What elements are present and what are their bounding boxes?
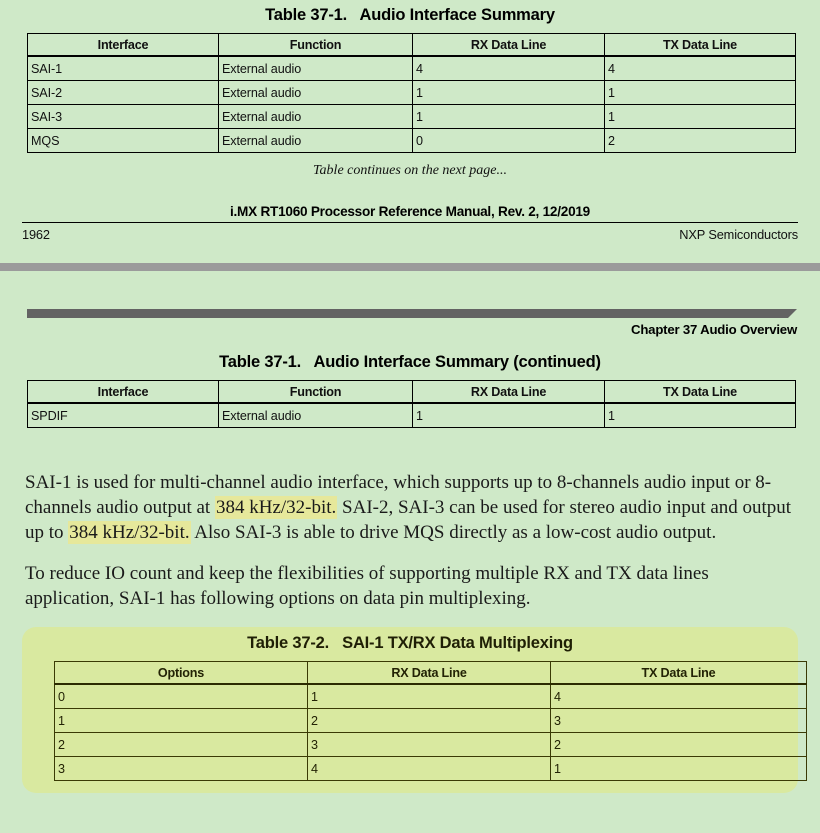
- column-header-tx-data-line: TX Data Line: [605, 381, 796, 404]
- paragraph-segment: Also SAI-3 is able to drive MQS directly as a low-cost audio output.: [190, 522, 717, 543]
- cell-tx-data-line: 4: [551, 684, 807, 709]
- paragraph-segment: SAI-1 is used for multi-channel audio interface, which supports up to 8-channels audio input or 8-channels audio output at: [25, 472, 772, 518]
- table-header-row: [55, 662, 807, 685]
- cell-options: 2: [55, 733, 308, 757]
- cell-function: External audio: [219, 129, 413, 153]
- cell-tx-data-line: 4: [605, 56, 796, 81]
- cell-function: External audio: [219, 105, 413, 129]
- highlight-384khz-1: 384 kHz/32-bit.: [215, 497, 337, 518]
- page-separator: [0, 263, 820, 271]
- column-header-interface: Interface: [28, 381, 219, 404]
- cell-interface: SAI-2: [28, 81, 219, 105]
- cell-rx-data-line: 1: [413, 105, 605, 129]
- column-header-rx-data-line: RX Data Line: [413, 381, 605, 404]
- cell-rx-data-line: 4: [413, 56, 605, 81]
- footer-page-number: 1962: [22, 227, 50, 242]
- cell-options: 0: [55, 684, 308, 709]
- cell-tx-data-line: 1: [605, 105, 796, 129]
- table-37-1-title: Table 37-1. Audio Interface Summary: [265, 6, 555, 24]
- table-row: [28, 56, 796, 81]
- cell-tx-data-line: 2: [551, 733, 807, 757]
- cell-tx-data-line: 1: [605, 81, 796, 105]
- highlighted-table-block: [22, 627, 798, 793]
- cell-rx-data-line: 1: [413, 81, 605, 105]
- column-header-tx-data-line: TX Data Line: [605, 34, 796, 57]
- cell-interface: SPDIF: [28, 403, 219, 428]
- table-row: [55, 733, 807, 757]
- cell-interface: MQS: [28, 129, 219, 153]
- footer-row: [0, 223, 820, 242]
- cell-tx-data-line: 3: [551, 709, 807, 733]
- cell-rx-data-line: 3: [308, 733, 551, 757]
- cell-function: External audio: [219, 81, 413, 105]
- table-37-1-continued-title: Table 37-1. Audio Interface Summary (continued): [219, 353, 601, 371]
- table-continues-note: Table continues on the next page...: [313, 163, 507, 178]
- table-row: [28, 403, 796, 428]
- table-header-row: [28, 381, 796, 404]
- table-37-1-continued: [27, 380, 796, 428]
- table-row: [28, 129, 796, 153]
- cell-tx-data-line: 2: [605, 129, 796, 153]
- cell-rx-data-line: 2: [308, 709, 551, 733]
- paragraph-io-count-description: To reduce IO count and keep the flexibilities of supporting multiple RX and TX data lines application, SAI-1 has following options on data pin multiplexing.: [25, 563, 709, 609]
- table-37-2-title: Table 37-2. SAI-1 TX/RX Data Multiplexing: [247, 634, 573, 652]
- cell-function: External audio: [219, 56, 413, 81]
- column-header-function: Function: [219, 34, 413, 57]
- cell-options: 3: [55, 757, 308, 781]
- chapter-label: Chapter 37 Audio Overview: [631, 322, 797, 337]
- table-37-2: [54, 661, 807, 781]
- column-header-rx-data-line: RX Data Line: [413, 34, 605, 57]
- column-header-tx-data-line: TX Data Line: [551, 662, 807, 685]
- table-37-1: [27, 33, 796, 153]
- table-row: [28, 105, 796, 129]
- footer-manual-title: i.MX RT1060 Processor Reference Manual, Rev. 2, 12/2019: [229, 204, 590, 219]
- cell-interface: SAI-1: [28, 56, 219, 81]
- table-row: [55, 757, 807, 781]
- column-header-rx-data-line: RX Data Line: [308, 662, 551, 685]
- cell-tx-data-line: 1: [605, 403, 796, 428]
- table-header-row: [28, 34, 796, 57]
- column-header-interface: Interface: [28, 34, 219, 57]
- paragraph-segment: SAI-2, SAI-3 can be used for stereo audio input and output up to: [25, 497, 792, 543]
- cell-tx-data-line: 1: [551, 757, 807, 781]
- column-header-options: Options: [55, 662, 308, 685]
- column-header-function: Function: [219, 381, 413, 404]
- cell-interface: SAI-3: [28, 105, 219, 129]
- chapter-header-bar: [27, 309, 797, 318]
- paragraph-sai1-description: [25, 470, 796, 545]
- table-row: [55, 709, 807, 733]
- cell-rx-data-line: 1: [308, 684, 551, 709]
- cell-rx-data-line: 1: [413, 403, 605, 428]
- footer-publisher: NXP Semiconductors: [679, 227, 798, 242]
- table-row: [55, 684, 807, 709]
- cell-rx-data-line: 4: [308, 757, 551, 781]
- highlight-384khz-2: 384 kHz/32-bit.: [69, 522, 190, 543]
- table-row: [28, 81, 796, 105]
- cell-options: 1: [55, 709, 308, 733]
- cell-rx-data-line: 0: [413, 129, 605, 153]
- cell-function: External audio: [219, 403, 413, 428]
